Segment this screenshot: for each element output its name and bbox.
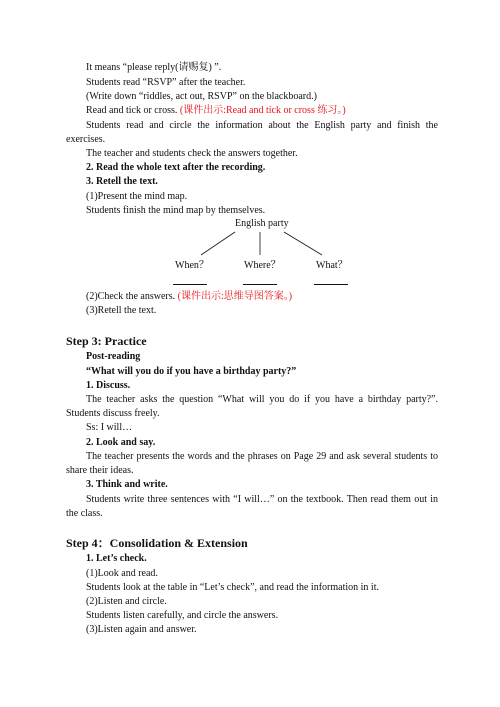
line-teacher-presents: The teacher presents the words and the phrases on Page 29 and ask several students to xyxy=(86,451,438,462)
birthday-question: “What will you do if you have a birthday party?” xyxy=(86,366,297,377)
line-retell-text: (3)Retell the text. xyxy=(86,305,157,316)
line-listen-carefully: Students listen carefully, and circle the answers. xyxy=(86,610,279,621)
line-look-table: Students look at the table in “Let’s check”, and read the information in it. xyxy=(86,582,379,593)
line-listen-again: (3)Listen again and answer. xyxy=(86,624,197,635)
line-finish-mind-map: Students finish the mind map by themselves. xyxy=(86,205,266,216)
line-check-answers-2 xyxy=(86,290,292,303)
post-reading-label: Post-reading xyxy=(86,351,141,362)
heading-read-whole-text: 2. Read the whole text after the recording. xyxy=(86,162,266,173)
heading-discuss: 1. Discuss. xyxy=(86,380,131,391)
answer-blank-what xyxy=(314,284,348,285)
line-rsvp-meaning: It means “please reply(请赐复) ”. xyxy=(86,62,222,73)
courseware-note-2: (课件出示:思维导图答案。) xyxy=(177,291,293,302)
heading-retell: 3. Retell the text. xyxy=(86,176,158,187)
line-write-down: (Write down “riddles, act out, RSVP” on the blackboard.) xyxy=(86,91,317,102)
heading-look-say: 2. Look and say. xyxy=(86,437,156,448)
answer-blank-where xyxy=(243,284,277,285)
step4-heading: Step 4：Consolidation & Extension xyxy=(66,536,248,550)
line-ss-will: Ss: I will… xyxy=(86,422,133,433)
line-present-mind-map: (1)Present the mind map. xyxy=(86,191,188,202)
line-circle-info: Students read and circle the information about the English party and finish the xyxy=(86,120,438,131)
mind-map-branch-what: What？ xyxy=(316,260,348,271)
connector-what xyxy=(284,232,322,255)
answer-blank-when xyxy=(173,284,207,285)
connector-when xyxy=(201,232,235,255)
heading-think-write: 3. Think and write. xyxy=(86,479,168,490)
line-teacher-asks: The teacher asks the question “What will you do if you have a birthday party?”. xyxy=(86,394,438,405)
read-tick-text: Read and tick or cross. xyxy=(86,105,180,116)
mind-map-branch-where: Where？ xyxy=(244,260,281,271)
line-the-class: the class. xyxy=(66,508,103,519)
courseware-note-1: (课件出示:Read and tick or cross 练习。) xyxy=(179,105,346,116)
line-exercises: exercises. xyxy=(66,134,106,145)
line-look-read: (1)Look and read. xyxy=(86,568,158,579)
heading-lets-check: 1. Let’s check. xyxy=(86,553,147,564)
line-check-answers: The teacher and students check the answers together. xyxy=(86,148,298,159)
line-discuss-freely: Students discuss freely. xyxy=(66,408,160,419)
line-listen-circle: (2)Listen and circle. xyxy=(86,596,167,607)
mind-map-branch-when: When？ xyxy=(175,260,209,271)
line-write-sentences: Students write three sentences with “I will…” on the textbook. Then read them out in xyxy=(86,494,438,505)
step3-heading: Step 3: Practice xyxy=(66,334,147,348)
mind-map-root: English party xyxy=(235,218,289,229)
line-share-ideas: share their ideas. xyxy=(66,465,134,476)
check-answers-text: (2)Check the answers. xyxy=(86,291,178,302)
line-read-rsvp: Students read “RSVP” after the teacher. xyxy=(86,77,246,88)
